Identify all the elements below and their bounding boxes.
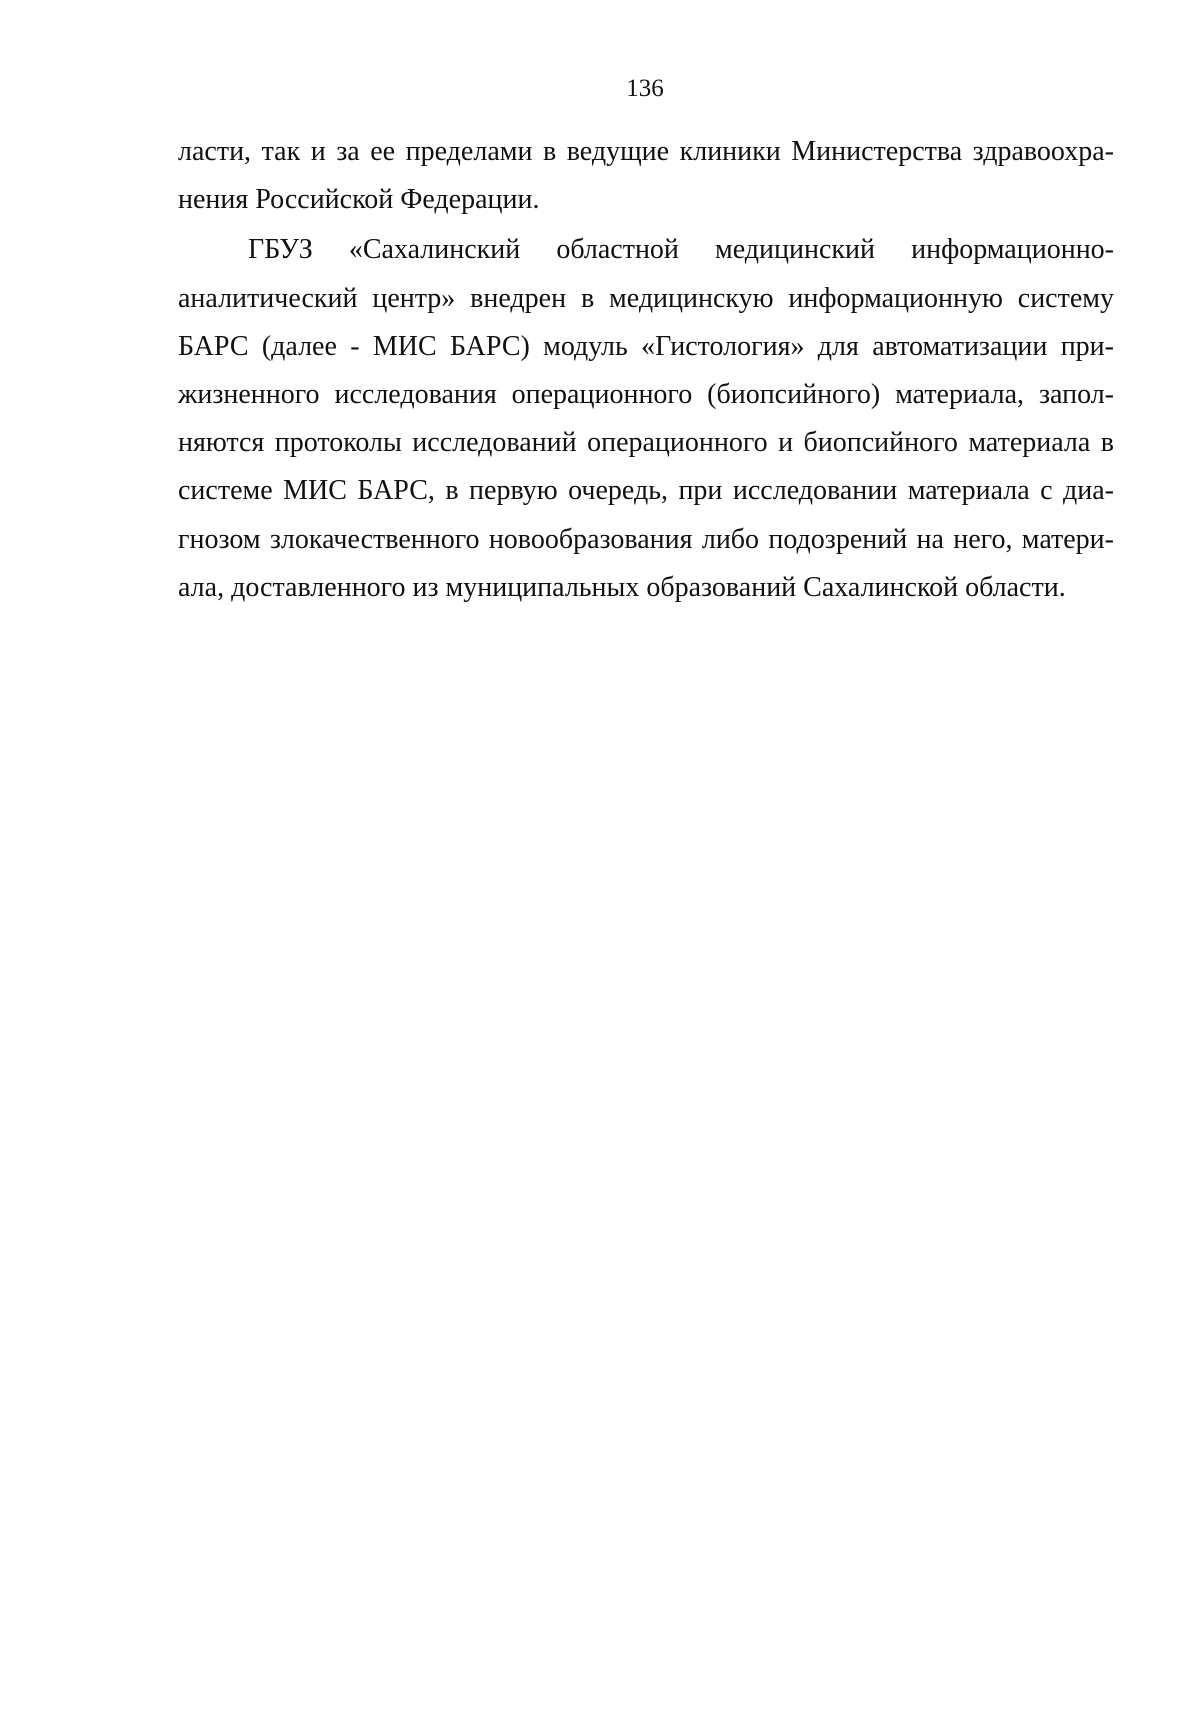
text-line: гнозом злокачественного новообразования либо подозрений на него, матери- [178,523,1114,555]
page-number: 136 [626,75,664,102]
text-line: аналитический центр» внедрен в медицинскую информационную систему [178,282,1114,314]
paragraph-1 [178,128,1114,224]
text-line: БАРС (далее - МИС БАРС) модуль «Гистология» для автоматизации при- [178,330,1114,362]
text-line: жизненного исследования операционного (биопсийного) материала, запол- [178,379,1114,411]
body-text [178,128,1114,612]
text-line: ГБУЗ «Сахалинский областной медицинский информационно- [248,234,1114,266]
text-line: нения Российской Федерации. [178,184,540,216]
text-line: няются протоколы исследований операционного и биопсийного материала в [178,427,1114,459]
paragraph-2 [178,226,1114,612]
text-line: системе МИС БАРС, в первую очередь, при исследовании материала с диа- [178,475,1114,507]
text-line: ласти, так и за ее пределами в ведущие клиники Министерства здравоохра- [178,136,1114,167]
text-line: ала, доставленного из муниципальных образований Сахалинской области. [178,571,1066,603]
